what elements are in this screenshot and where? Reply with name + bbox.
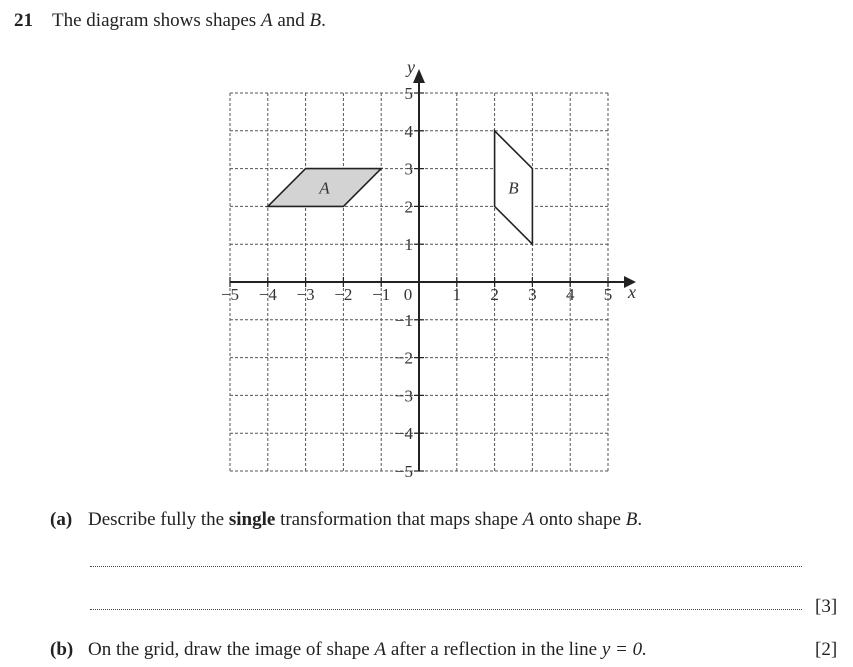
x-axis-label: x	[628, 282, 636, 302]
tick-labels	[221, 57, 636, 481]
part-b-text-pre: On the grid, draw the image of shape	[88, 639, 375, 660]
part-a-marks: [3]	[815, 596, 838, 617]
part-a-text-mid: transformation that maps shape	[275, 509, 523, 530]
x-tick-label: −3	[296, 285, 315, 304]
y-tick-label: −1	[394, 310, 413, 330]
x-tick-label: −1	[372, 285, 391, 304]
part-a-label: (a)	[50, 509, 73, 530]
x-tick-label: 3	[528, 285, 537, 304]
x-tick-label: 5	[603, 285, 613, 304]
intro-pre: The diagram shows shapes	[52, 10, 261, 31]
y-tick-label: 1	[404, 235, 413, 255]
x-tick-label: 1	[452, 285, 462, 304]
part-b-shape-a: A	[374, 639, 387, 660]
part-a-text-mid2: onto shape	[534, 509, 626, 530]
x-tick-label: −5	[220, 285, 240, 304]
question-number: 21	[14, 10, 33, 31]
part-b-equation: y = 0.	[601, 639, 647, 660]
intro-mid: and	[272, 10, 310, 31]
x-tick-label: −2	[334, 285, 353, 304]
answer-line-1[interactable]	[90, 566, 802, 567]
part-a-shape-b: B	[625, 509, 638, 530]
part-a-text-post: .	[637, 509, 643, 530]
part-a-text	[88, 509, 642, 531]
shapes	[268, 131, 533, 244]
y-tick-label: 5	[404, 84, 413, 103]
y-axis-label: y	[407, 57, 415, 77]
y-tick-label: −3	[394, 386, 413, 406]
y-tick-label: −4	[394, 424, 413, 444]
part-a-shape-a: A	[522, 509, 535, 530]
y-tick-label: −2	[394, 348, 413, 368]
axes	[230, 69, 636, 471]
part-a-text-pre: Describe fully the	[88, 509, 229, 530]
part-b-marks: [2]	[815, 639, 838, 660]
y-tick-label: 3	[404, 159, 413, 179]
answer-line-2[interactable]	[90, 609, 802, 610]
x-tick-label: 4	[565, 285, 575, 304]
part-a-text-bold: single	[228, 509, 276, 530]
part-b-label: (b)	[50, 639, 74, 660]
part-b-text-post: after a reflection in the line	[386, 639, 602, 660]
shape-b-label: B	[508, 178, 519, 198]
part-b-text	[88, 639, 647, 661]
y-tick-label: −5	[394, 462, 413, 481]
x-tick-label: 2	[490, 285, 499, 304]
y-tick-label: 4	[404, 121, 413, 141]
x-tick-label: −4	[258, 285, 277, 304]
intro-shape-a: A	[260, 10, 273, 31]
y-tick-label: 2	[404, 197, 413, 217]
x-tick-label: 0	[403, 285, 413, 304]
shape-a-label: A	[319, 178, 330, 198]
intro-shape-b: B	[309, 10, 322, 31]
intro-post: .	[321, 10, 326, 31]
